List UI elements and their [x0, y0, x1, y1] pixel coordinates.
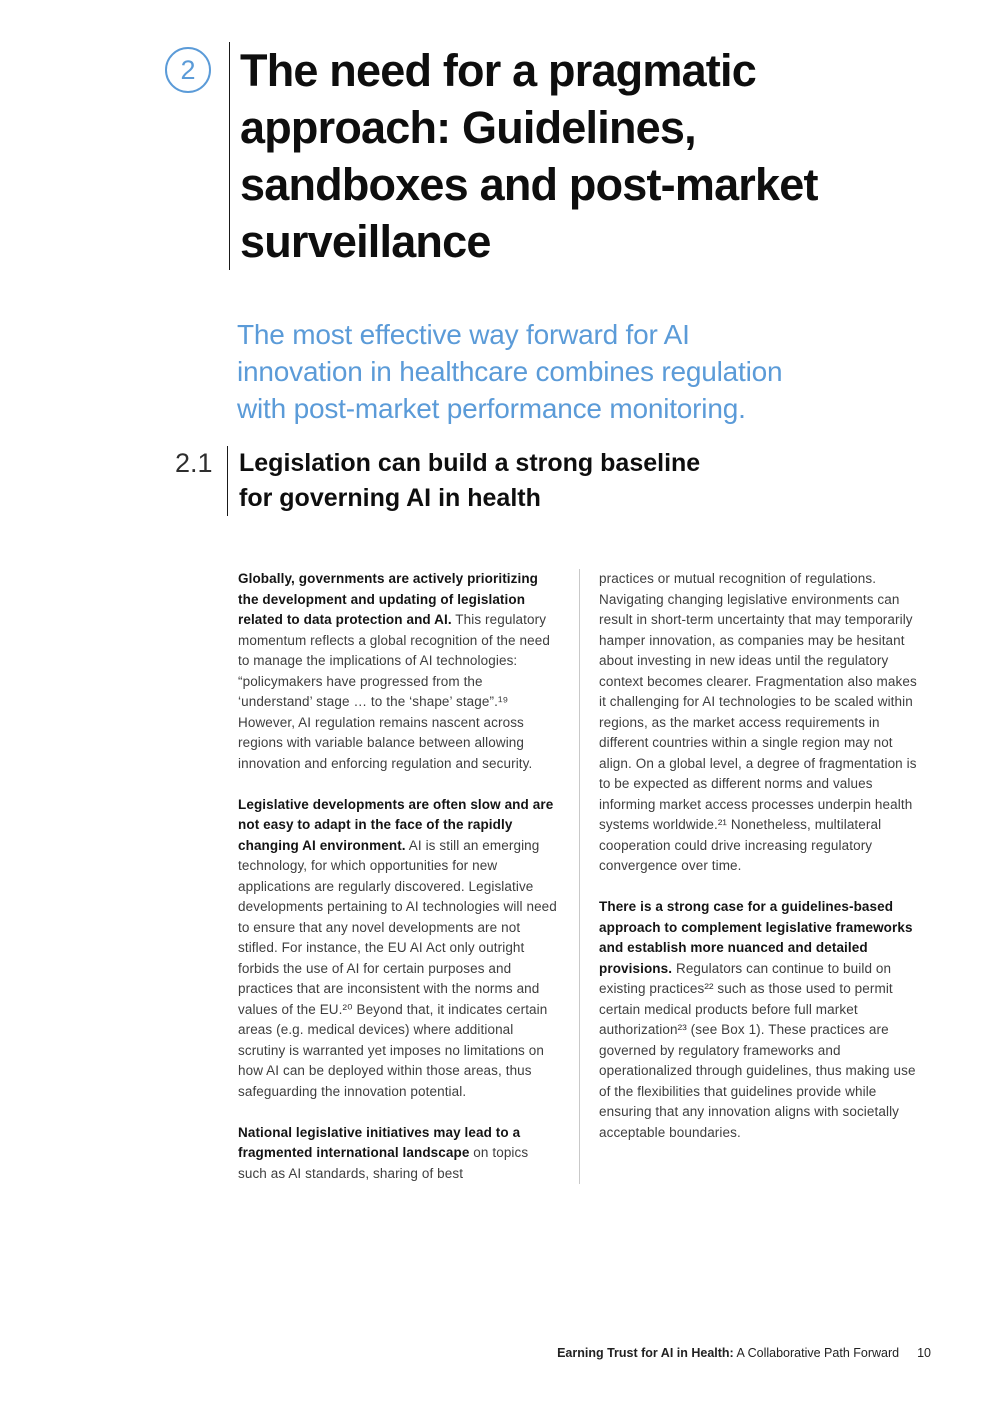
chapter-subtitle-line: innovation in healthcare combines regulation — [237, 356, 783, 387]
paragraph-text: practices or mutual recognition of regulations. Navigating changing legislative environments can result in short-term uncertainty that may temporarily hamper innovation, as companies may be hesitant about investing in new ideas until the regulatory context becomes clearer. Fragmentation also makes it challenging for AI technologies to be scaled within regions, as the market access requirements in different countries within a single region may not align. On a global level, a degree of fragmentation is to be expected as different norms and values informing market access processes underpin health systems worldwide.²¹ Nonetheless, multilateral cooperation could drive increasing regulatory convergence over time. — [599, 571, 917, 873]
paragraph — [599, 897, 921, 1143]
chapter-title-line: The need for a pragmatic — [240, 45, 756, 96]
footer-report-title: Earning Trust for AI in Health: — [557, 1346, 734, 1360]
column-divider — [579, 569, 580, 1184]
section-header — [175, 446, 700, 516]
paragraph — [238, 569, 560, 774]
chapter-header — [165, 42, 818, 270]
paragraph-lead: National legislative initiatives may lead to a fragmented international landscape — [238, 1124, 521, 1160]
section-title-divider — [227, 446, 228, 516]
body-column-right — [599, 569, 921, 1184]
paragraph — [599, 569, 921, 877]
body-column-left — [238, 569, 560, 1184]
footer-report-subtitle: A Collaborative Path Forward — [733, 1346, 900, 1360]
section-title — [239, 446, 700, 516]
chapter-title-divider — [229, 42, 230, 270]
section-title-line: for governing AI in health — [239, 484, 541, 512]
page-number: 10 — [917, 1346, 931, 1360]
section-title-line: Legislation can build a strong baseline — [239, 449, 701, 477]
chapter-title-line: surveillance — [240, 216, 491, 267]
paragraph-text: on topics such as AI standards, sharing of best — [238, 1145, 529, 1181]
paragraph-text: Regulators can continue to build on existing practices²² such as those used to permit certain medical products before full market authorization²³ (see Box 1). These practices are governed by regulatory frameworks and operationalized through guidelines, thus making use of the flexibilities that guidelines provide while ensuring that any innovation aligns with societally acceptable boundaries. — [599, 960, 916, 1140]
paragraph-lead: Globally, governments are actively prioritizing the development and updating of legislation related to data protection and AI. — [238, 571, 539, 627]
page-footer — [557, 1346, 931, 1360]
body-columns — [238, 569, 921, 1184]
chapter-title-line: sandboxes and post-market — [240, 159, 818, 210]
chapter-number: 2 — [180, 54, 196, 85]
paragraph-lead: There is a strong case for a guidelines-based approach to complement legislative frameworks and establish more nuanced and detailed provisions. — [599, 899, 913, 976]
paragraph-text: AI is still an emerging technology, for which opportunities for new applications are regularly discovered. Legislative developments pertaining to AI technologies will need to ensure that any novel developments are not stifled. For instance, the EU AI Act only outright forbids the use of AI for certain purposes and practices that are inconsistent with the norms and values of the EU.²⁰ Beyond that, it indicates certain areas (e.g. medical devices) where additional scrutiny is warranted yet imposes no limitations on how AI can be deployed within those areas, thus safeguarding the innovation potential. — [238, 837, 557, 1099]
chapter-subtitle-line: with post-market performance monitoring. — [237, 393, 746, 424]
section-number: 2.1 — [175, 448, 213, 478]
paragraph-text: This regulatory momentum reflects a global recognition of the need to manage the implications of AI technologies: “policymakers have progressed from the ‘understand’ stage … to the ‘shape’ stage”.¹⁹ However, AI regulation remains nascent across regions with variable balance between allowing innovation and enforcing regulation and security. — [238, 612, 550, 771]
paragraph-lead: Legislative developments are often slow and are not easy to adapt in the face of the rapidly changing AI environment. — [238, 796, 554, 853]
paragraph — [238, 1123, 560, 1185]
paragraph — [238, 795, 560, 1103]
chapter-number-badge — [165, 47, 211, 93]
chapter-title-line: approach: Guidelines, — [240, 102, 696, 153]
chapter-subtitle — [237, 316, 782, 427]
chapter-subtitle-line: The most effective way forward for AI — [237, 319, 690, 350]
chapter-title — [240, 42, 818, 270]
